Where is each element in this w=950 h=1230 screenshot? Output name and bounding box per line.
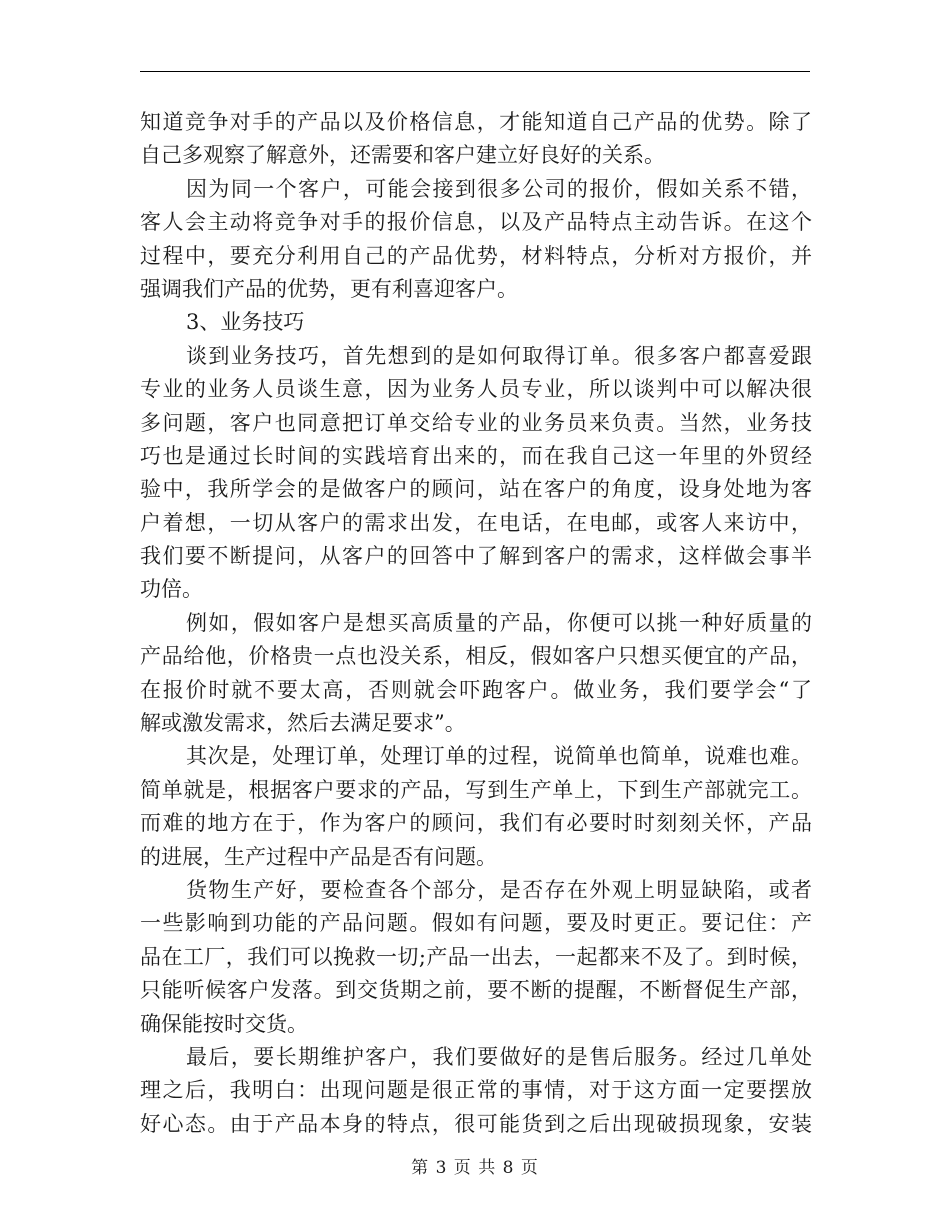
text-line: 强调我们产品的优势，更有利喜迎客户。 [140,276,518,301]
text-line: 3、业务技巧 [186,310,305,335]
text-line: 专业的业务人员谈生意，因为业务人员专业，所以谈判中可以解决很 [140,377,812,402]
text-line: 例如，假如客户是想买高质量的产品，你便可以挑一种好质量的 [186,610,812,635]
text-line: 产品给他，价格贵一点也没关系，相反，假如客户只想买便宜的产品， [140,644,812,669]
text-line: 知道竞争对手的产品以及价格信息，才能知道自己产品的优势。除了 [140,110,812,134]
header-rule [140,71,810,72]
page-footer: 第 3 页 共 8 页 [411,1158,539,1178]
text-line: 而难的地方在于，作为客户的顾问，我们有必要时时刻刻关怀，产品 [140,811,812,836]
text-line: 一些影响到功能的产品问题。假如有问题，要及时更正。要记住：产 [140,911,812,936]
text-line: 的进展，生产过程中产品是否有问题。 [140,844,497,869]
text-line: 解或激发需求，然后去满足要求”。 [140,711,466,736]
text-line: 谈到业务技巧，首先想到的是如何取得订单。很多客户都喜爱跟 [186,343,812,368]
text-line: 最后，要长期维护客户，我们要做好的是售后服务。经过几单处 [186,1044,812,1069]
text-line: 验中，我所学会的是做客户的顾问，站在客户的角度，设身处地为客 [140,477,812,502]
text-line: 简单就是，根据客户要求的产品，写到生产单上，下到生产部就完工。 [140,777,812,802]
text-line: 巧也是通过长时间的实践培育出来的，而在我自己这一年里的外贸经 [140,443,812,468]
text-line: 因为同一个客户，可能会接到很多公司的报价，假如关系不错， [186,176,812,201]
text-line: 过程中，要充分利用自己的产品优势，材料特点，分析对方报价，并 [140,243,812,268]
text-line: 理之后，我明白：出现问题是很正常的事情，对于这方面一定要摆放 [140,1078,812,1103]
body-text [140,106,812,1141]
text-line: 品在工厂，我们可以挽救一切;产品一出去，一起都来不及了。到时候， [140,944,812,969]
text-line: 货物生产好，要检查各个部分，是否存在外观上明显缺陷，或者 [186,877,812,902]
text-line: 功倍。 [140,577,203,602]
text-line: 好心态。由于产品本身的特点，很可能货到之后出现破损现象，安装 [140,1111,812,1136]
text-line: 多问题，客户也同意把订单交给专业的业务员来负责。当然，业务技 [140,410,812,435]
text-line: 户着想，一切从客户的需求出发，在电话，在电邮，或客人来访中， [140,510,812,535]
text-line: 只能听候客户发落。到交货期之前，要不断的提醒，不断督促生产部， [140,978,812,1003]
text-line: 自己多观察了解意外，还需要和客户建立好良好的关系。 [140,143,665,168]
text-line: 在报价时就不要太高，否则就会吓跑客户。做业务，我们要学会“了 [140,677,812,702]
text-line: 其次是，处理订单，处理订单的过程，说简单也简单，说难也难。 [186,744,812,769]
text-line: 我们要不断提问，从客户的回答中了解到客户的需求，这样做会事半 [140,544,812,569]
text-line: 确保能按时交货。 [140,1011,308,1036]
text-line: 客人会主动将竞争对手的报价信息，以及产品特点主动告诉。在这个 [140,210,812,235]
